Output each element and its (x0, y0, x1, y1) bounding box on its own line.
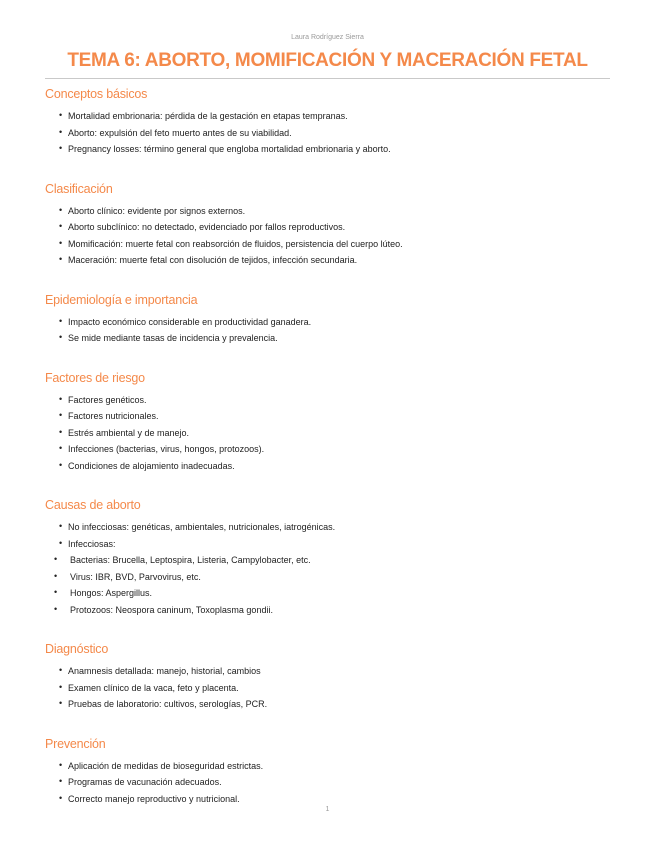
sub-list-item: • Virus: IBR, BVD, Parvovirus, etc. (54, 569, 610, 586)
section-heading: Diagnóstico (45, 642, 109, 656)
section-epidemiologia (45, 292, 610, 347)
section-causas-de-aborto (45, 497, 610, 618)
sub-list-item: • Hongos: Aspergillus. (54, 585, 610, 602)
section-prevencion (45, 736, 610, 808)
bullet-list (45, 758, 610, 808)
section-heading: Causas de aborto (45, 498, 141, 512)
list-item: • Pregnancy losses: término general que engloba mortalidad embrionaria y aborto. (59, 141, 610, 158)
section-diagnostico (45, 641, 610, 713)
list-item: • Impacto económico considerable en productividad ganadera. (59, 314, 610, 331)
list-item: • Programas de vacunación adecuados. (59, 774, 610, 791)
section-factores-de-riesgo (45, 370, 610, 475)
list-item: • Factores genéticos. (59, 392, 610, 409)
list-item: • Aborto clínico: evidente por signos externos. (59, 203, 610, 220)
list-item: • Estrés ambiental y de manejo. (59, 425, 610, 442)
list-item: • Correcto manejo reproductivo y nutricional. (59, 791, 610, 808)
list-item: • Momificación: muerte fetal con reabsorción de fluidos, persistencia del cuerpo lúteo. (59, 236, 610, 253)
list-item: • Factores nutricionales. (59, 408, 610, 425)
section-heading: Conceptos básicos (45, 87, 148, 101)
bullet-list (45, 108, 610, 158)
sub-bullet-list (45, 552, 610, 618)
author-name: Laura Rodríguez Sierra (291, 34, 364, 41)
section-clasificacion (45, 181, 610, 269)
bullet-list (45, 663, 610, 713)
bullet-list (45, 392, 610, 475)
list-item: • No infecciosas: genéticas, ambientales, nutricionales, iatrogénicas. (59, 519, 610, 536)
list-item: • Condiciones de alojamiento inadecuadas. (59, 458, 610, 475)
list-item: • Se mide mediante tasas de incidencia y prevalencia. (59, 330, 610, 347)
list-item: • Infecciosas: (59, 536, 610, 553)
sub-list-item: • Bacterias: Brucella, Leptospira, Listeria, Campylobacter, etc. (54, 552, 610, 569)
list-item: • Anamnesis detallada: manejo, historial, cambios (59, 663, 610, 680)
list-item: • Aborto: expulsión del feto muerto antes de su viabilidad. (59, 125, 610, 142)
bullet-list (45, 519, 610, 552)
document-body (45, 86, 610, 830)
section-heading: Clasificación (45, 181, 113, 196)
bullet-list (45, 203, 610, 269)
list-item: • Infecciones (bacterias, virus, hongos, protozoos). (59, 441, 610, 458)
section-conceptos-basicos (45, 86, 610, 158)
list-item: • Mortalidad embrionaria: pérdida de la gestación en etapas tempranas. (59, 108, 610, 125)
bullet-list (45, 314, 610, 347)
title-divider (45, 78, 610, 79)
section-heading: Factores de riesgo (45, 370, 145, 385)
list-item: • Examen clínico de la vaca, feto y placenta. (59, 680, 610, 697)
list-item: • Aborto subclínico: no detectado, evidenciado por fallos reproductivos. (59, 219, 610, 236)
document-title: TEMA 6: ABORTO, MOMIFICACIÓN Y MACERACIÓN FETAL (67, 50, 588, 71)
page-number: 1 (325, 806, 330, 813)
list-item: • Maceración: muerte fetal con disolución de tejidos, infección secundaria. (59, 252, 610, 269)
section-heading: Prevención (45, 736, 106, 751)
sub-list-item: • Protozoos: Neospora caninum, Toxoplasma gondii. (54, 602, 610, 619)
list-item: • Pruebas de laboratorio: cultivos, serologías, PCR. (59, 696, 610, 713)
list-item: • Aplicación de medidas de bioseguridad estrictas. (59, 758, 610, 775)
section-heading: Epidemiología e importancia (45, 292, 198, 307)
